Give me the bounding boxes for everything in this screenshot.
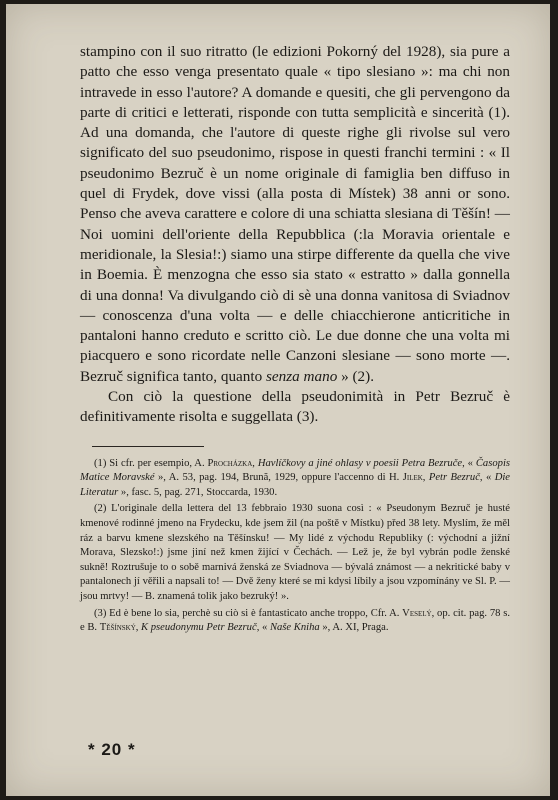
footnotes <box>80 457 510 636</box>
body-paragraph-1 <box>80 42 510 387</box>
footnote-author: Jilek <box>402 472 423 484</box>
book-page <box>6 4 550 796</box>
footnote-journal: Časopis Matice Moravské <box>80 457 511 484</box>
footnote-journal: Die Literatur <box>80 472 510 498</box>
body-italic-run: senza mano <box>266 367 338 385</box>
footnote-text: », fasc. 5, pag. 271, Stoccarda, 1930. <box>118 486 278 498</box>
footnote-author: Procházka <box>207 457 253 469</box>
footnote-author: Těšínský <box>99 622 136 634</box>
footnote-text: (3) Ed è bene lo sia, perchè su ciò si è fantasticato anche troppo, Cfr. A. <box>94 607 403 619</box>
footnote-3 <box>80 607 510 636</box>
footnote-text: , op. cit. pag. 78 s. e B. <box>80 607 510 634</box>
footnote-text: (1) Si cfr. per esempio, A. <box>94 457 208 469</box>
body-text-run: » (2). <box>337 367 374 385</box>
footnote-text: , « <box>462 457 476 469</box>
footnote-1 <box>80 457 510 501</box>
main-text <box>80 42 510 428</box>
footnote-title: K pseudonymu Petr Bezruč <box>141 622 257 634</box>
footnote-text: », A. 53, pag. 194, Brună, 1929, oppure l'accenno di H. <box>154 472 403 484</box>
body-paragraph-2: Con ciò la questione della pseudonimità in Petr Bezruč è definitivamente risolta e suggellata (3). <box>80 388 510 426</box>
footnote-text: , « <box>256 622 270 634</box>
footnote-text: , <box>135 622 142 634</box>
footnote-text: , <box>422 472 429 484</box>
footnote-journal: Naše Kniha <box>269 622 320 634</box>
body-text-run: stampino con il suo ritratto (le edizioni Pokorný del 1928), sia pure a patto che esso venga presentato quale « tipo slesiano »: ma chi non intravede in esso l'autore? A domande e quesiti, che gli pervengono da parte di critici e letterati, risponde con tutta semplicità e sincerità (1). Ad una domanda, che l'autore di queste righe gli rivolse sul vero significato del suo pseudonimo, rispose in questi franchi termini : « Il pseudonimo Bezruč è un nome originale di famiglia ben diffuso in quel di Frydek, dove vissi (alla posta di Místek) 38 anni or sono. Penso che aveva carattere e colore di una schiatta slesiana di Těšín! — Noi uomini dell'oriente della Repubblica (:la Moravia orientale e meridionale, la Slesia!:) siamo una stirpe differente da quella che vive in Boemia. È menzogna che esso sia stato « estratto » dalla gonnella di una donna! Va divulgando ciò di sè una donna vanitosa di Sviadnov — conoscenza d'una volta — e delle chiacchierone anticritiche in pantaloni hanno creduto e scritto ciò. Le due donne che una volta mi piacquero e sono ricordate nelle Canzoni slesiane — sono morte —. Bezruč significa tanto, quanto <box>80 43 510 385</box>
footnote-text: , <box>252 457 258 469</box>
footnote-title: Havlíčkovy a jiné ohlasy v poesii Petra Bezruče <box>257 457 463 469</box>
footnote-text: », A. XI, Praga. <box>319 622 389 634</box>
footnote-2: (2) L'originale della lettera del 13 febbraio 1930 suona così : « Pseudonym Bezruč je husté kmenové rodinné jmeno na Frydecku, kde jsem žil (na poště v Místku) před 38 lety. Myslím, že měl ráz a barvu kmene slezského na Těšínsku! — My lidé z východu Republiky (: východní a jižní Morava, Slezsko!:) jsme jiní než kmen žijící v Čechách. — Lež je, že byl vybrán podle ženské sukně! Roztrušuje to o sobě marnivá ženská ze Sviadnova — bývalá známost — a nekritické baby v pantalonech jí věřili a napsali to! — Dvě ženy které se mi kdysi líbily a jsou vzpomínány ve Sl. P. — jsou mrtvy! — B. znamená tolik jako bezruký! ». <box>80 503 510 602</box>
page-content <box>80 42 510 638</box>
footnote-author: Veselý <box>402 607 432 619</box>
page-number: * 20 * <box>88 740 136 759</box>
footnote-title: Petr Bezruč <box>428 472 480 484</box>
footnote-separator <box>92 446 204 447</box>
footnote-text: , « <box>479 472 495 484</box>
